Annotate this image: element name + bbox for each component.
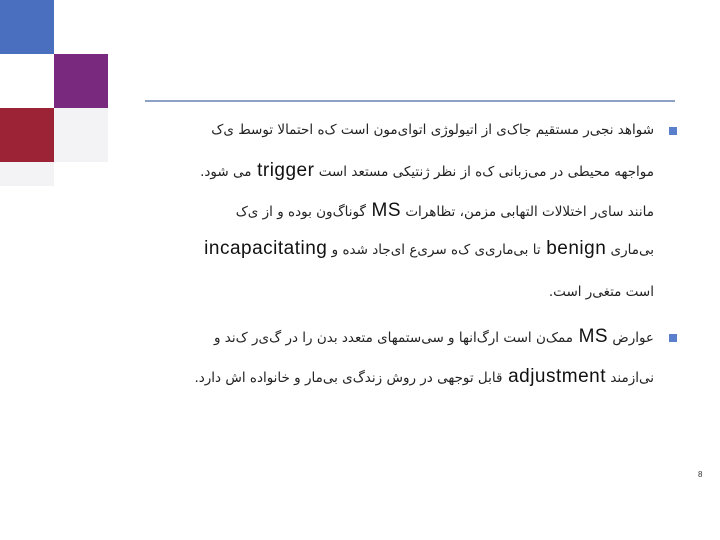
decor-square-white — [0, 54, 55, 108]
bullet-2-line-2: نی‌ازمند adjustment قابل توجهی در روش زندگ‌ی بی‌مار و خانواده اش دارد. — [194, 366, 654, 387]
title-divider — [145, 100, 675, 102]
decor-square-light — [54, 108, 108, 162]
decor-square-purple — [54, 54, 108, 108]
page-number: 8 — [698, 470, 703, 479]
decor-square-blue — [0, 0, 54, 54]
bullet-1-line-3: مانند سای‌ر اختلالات التهابی مزمن، تظاهرات MS گوناگ‌ون بوده و از ی‌ک — [235, 200, 654, 221]
bullet-icon — [669, 127, 677, 135]
bullet-icon — [669, 334, 677, 342]
bullet-1-line-1: شواهد نجی‌ر مستقیم جاک‌ی از اتیولوژی اتوای‌مون است ک‌ه احتمالا توسط ی‌ک — [211, 122, 654, 138]
bullet-1-line-2: مواجهه محیطی در می‌زبانی ک‌ه از نظر ژنتیکی مستعد است trigger می شود. — [200, 160, 654, 181]
decor-square-red — [0, 108, 54, 162]
bullet-2-line-1: عوارض MS ممک‌ن است ارگ‌انها و سی‌ستمهای متعدد بدن را در گ‌ی‌ر ک‌ند و — [213, 326, 654, 347]
bullet-1-line-5: است متغی‌ر است. — [548, 284, 654, 300]
decor-square-light-bottom — [0, 162, 54, 186]
bullet-1-line-4: بی‌ماری benign تا بی‌ماری‌ی ک‌ه سری‌ع ای‌جاد شده و incapacitating — [204, 238, 654, 259]
